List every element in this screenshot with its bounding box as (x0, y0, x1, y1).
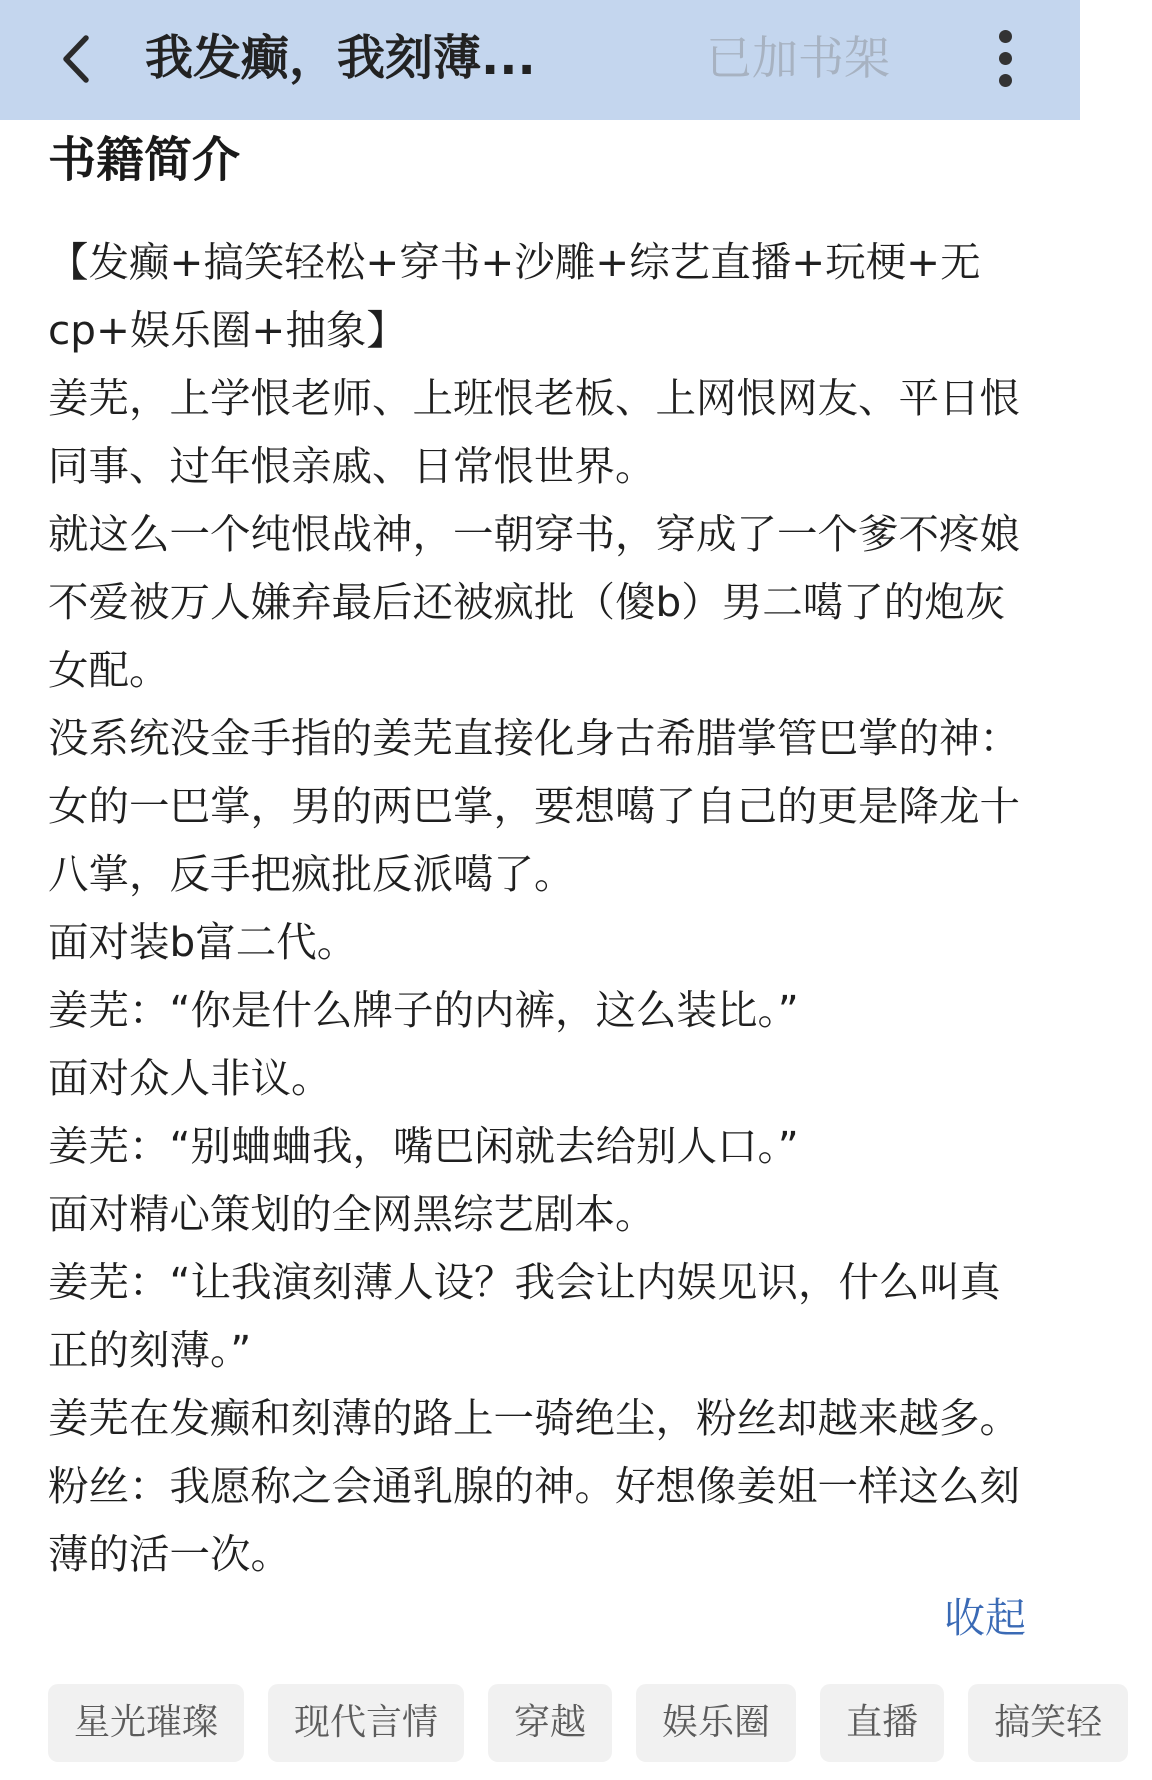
book-synopsis (48, 228, 1028, 1588)
synopsis-paragraph: 面对精心策划的全网黑综艺剧本。 (48, 1190, 656, 1238)
tag-chip[interactable]: 穿越 (488, 1684, 612, 1762)
added-to-shelf-button[interactable]: 已加书架 (706, 31, 890, 85)
section-title: 书籍简介 (48, 132, 241, 188)
tag-chip[interactable]: 直播 (820, 1684, 944, 1762)
synopsis-paragraph: 姜芜：“别蛐蛐我，嘴巴闲就去给别人口。” (48, 1122, 799, 1170)
tag-chip[interactable]: 星光璀璨 (48, 1684, 244, 1762)
synopsis-paragraph: 姜芜在发癫和刻薄的路上一骑绝尘，粉丝却越来越多。 (48, 1394, 1020, 1442)
top-nav-bar (0, 0, 1080, 120)
collapse-button[interactable]: 收起 (944, 1594, 1026, 1642)
synopsis-paragraph: 姜芜：“让我演刻薄人设？我会让内娱见识，什么叫真正的刻薄。” (48, 1258, 1001, 1374)
back-button[interactable] (50, 24, 110, 94)
synopsis-paragraph: 面对众人非议。 (48, 1054, 332, 1102)
chevron-left-icon (50, 24, 110, 94)
tag-chip[interactable]: 现代言情 (268, 1684, 464, 1762)
synopsis-paragraph: 粉丝：我愿称之会通乳腺的神。好想像姜姐一样这么刻薄的活一次。 (48, 1462, 1020, 1578)
tag-chip[interactable]: 娱乐圈 (636, 1684, 796, 1762)
synopsis-paragraph: 姜芜：“你是什么牌子的内裤，这么装比。” (48, 986, 799, 1034)
synopsis-paragraph: 【发癫+搞笑轻松+穿书+沙雕+综艺直播+玩梗+无cp+娱乐圈+抽象】 (48, 238, 981, 354)
more-options-button[interactable] (984, 22, 1028, 94)
tag-chip[interactable]: 搞笑轻 (968, 1684, 1128, 1762)
synopsis-paragraph: 没系统没金手指的姜芜直接化身古希腊掌管巴掌的神：女的一巴掌，男的两巴掌，要想噶了自己的更是降龙十八掌，反手把疯批反派噶了。 (48, 714, 1020, 898)
synopsis-paragraph: 姜芜，上学恨老师、上班恨老板、上网恨网友、平日恨同事、过年恨亲戚、日常恨世界。 (48, 374, 1020, 490)
book-title: 我发癫，我刻薄... (145, 30, 536, 86)
synopsis-paragraph: 面对装b富二代。 (48, 918, 358, 966)
tag-list (48, 1684, 1103, 1762)
synopsis-paragraph: 就这么一个纯恨战神，一朝穿书，穿成了一个爹不疼娘不爱被万人嫌弃最后还被疯批（傻b）男二噶了的炮灰女配。 (48, 510, 1020, 694)
